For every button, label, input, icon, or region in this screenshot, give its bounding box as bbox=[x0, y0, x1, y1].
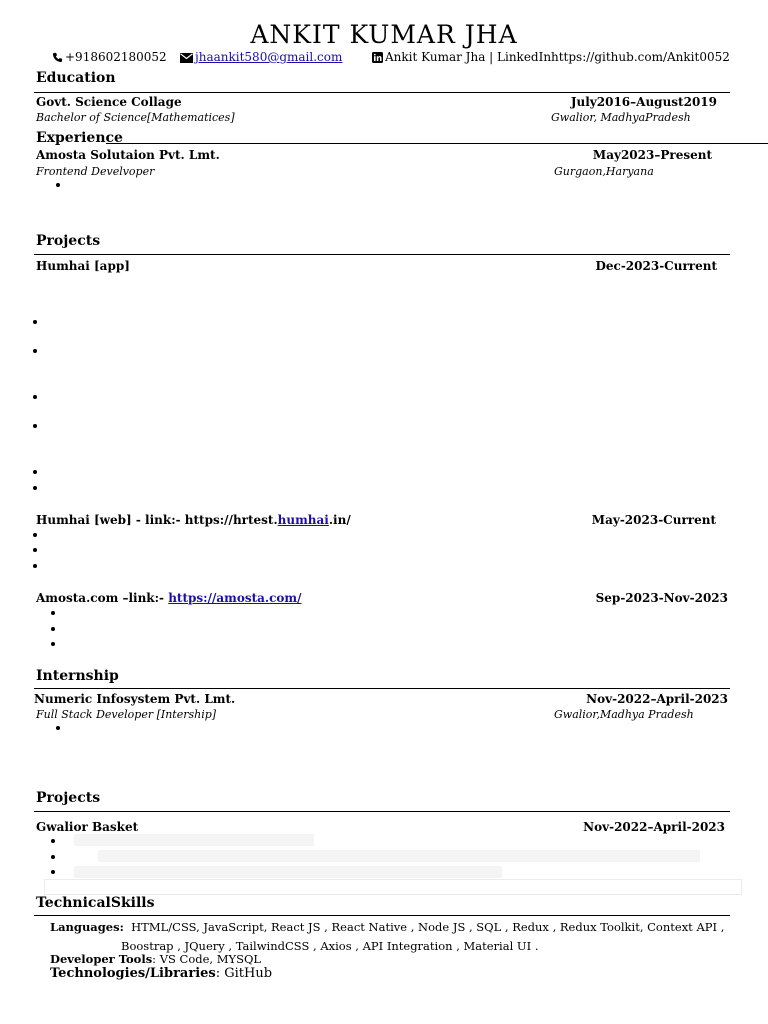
linkedin-icon bbox=[372, 52, 383, 66]
bullet-point bbox=[56, 183, 60, 187]
project-humhai-web-suffix: .in/ bbox=[328, 513, 351, 527]
project-humhai-web-dates: May-2023-Current bbox=[591, 513, 716, 527]
bullet-point bbox=[33, 424, 37, 428]
bullet-point bbox=[33, 486, 37, 490]
phone-contact bbox=[52, 50, 167, 66]
faint-text-box bbox=[44, 879, 742, 895]
project-humhai-app-title: Humhai [app] bbox=[36, 259, 130, 273]
project-amosta-prefix: Amosta.com –link:- bbox=[36, 591, 169, 605]
linkedin-link[interactable]: Ankit Kumar Jha | LinkedIn bbox=[385, 50, 552, 64]
projects-heading: Projects bbox=[36, 233, 101, 249]
bullet-point bbox=[33, 349, 37, 353]
skills-languages bbox=[50, 920, 724, 934]
internship-role: Full Stack Developer [Intership] bbox=[36, 708, 217, 721]
bullet-point bbox=[56, 726, 60, 730]
internship-location: Gwalior,Madhya Pradesh bbox=[554, 708, 694, 721]
education-dates: July2016–August2019 bbox=[570, 95, 717, 109]
languages-value: HTML/CSS, JavaScript, React JS , React Native , Node JS , SQL , Redux , Redux Toolkit, Context API , bbox=[131, 920, 725, 934]
projects-divider bbox=[34, 254, 730, 255]
skills-heading: TechnicalSkills bbox=[36, 895, 155, 911]
project-gwalior-basket-dates: Nov-2022–April-2023 bbox=[583, 820, 725, 834]
projects-heading-2: Projects bbox=[36, 790, 101, 806]
experience-heading: Experience bbox=[36, 130, 123, 146]
bullet-point bbox=[33, 564, 37, 568]
faint-text-block bbox=[98, 850, 700, 862]
bullet-point bbox=[51, 627, 55, 631]
bullet-point bbox=[33, 395, 37, 399]
amosta-link[interactable]: https://amosta.com/ bbox=[168, 591, 302, 605]
envelope-icon bbox=[180, 52, 193, 66]
bullet-point bbox=[51, 870, 55, 874]
technologies-value: : GitHub bbox=[215, 966, 273, 981]
faint-text-block bbox=[74, 834, 314, 846]
experience-divider bbox=[106, 143, 768, 144]
developer-tools-value: : VS Code, MYSQL bbox=[152, 952, 262, 966]
languages-label: Languages: bbox=[50, 920, 124, 934]
project-amosta-dates: Sep-2023-Nov-2023 bbox=[595, 591, 728, 605]
project-humhai-web-prefix: Humhai [web] - link:- https://hrtest. bbox=[36, 513, 278, 527]
linkedin-contact[interactable] bbox=[372, 50, 551, 66]
project-humhai-app-dates: Dec-2023-Current bbox=[595, 259, 717, 273]
email-contact[interactable] bbox=[180, 50, 342, 66]
phone-number: +918602180052 bbox=[65, 50, 167, 64]
resume-name: ANKIT KUMAR JHA bbox=[250, 20, 518, 49]
bullet-point bbox=[51, 839, 55, 843]
github-link[interactable]: https://github.com/Ankit0052 bbox=[551, 50, 730, 64]
email-link[interactable]: jhaankit580@gmail.com bbox=[195, 50, 343, 64]
languages-value-line-2: Boostrap , JQuery , TailwindCSS , Axios , API Integration , Material UI . bbox=[121, 939, 539, 953]
faint-text-block bbox=[74, 866, 502, 878]
bullet-point bbox=[51, 611, 55, 615]
bullet-point bbox=[51, 642, 55, 646]
project-gwalior-basket-title: Gwalior Basket bbox=[36, 820, 139, 834]
bullet-point bbox=[33, 320, 37, 324]
project-amosta-title bbox=[36, 591, 301, 605]
bullet-point bbox=[51, 855, 55, 859]
bullet-point bbox=[33, 548, 37, 552]
skills-divider bbox=[34, 915, 730, 916]
developer-tools-label: Developer Tools bbox=[50, 952, 153, 966]
project-humhai-web-title bbox=[36, 513, 351, 527]
projects-divider-2 bbox=[34, 811, 730, 812]
technologies-label: Technologies/Libraries bbox=[50, 966, 216, 981]
internship-divider bbox=[34, 688, 730, 689]
education-heading: Education bbox=[36, 70, 116, 86]
internship-heading: Internship bbox=[36, 668, 119, 684]
experience-location: Gurgaon,Haryana bbox=[554, 165, 654, 178]
skills-technologies bbox=[50, 966, 272, 981]
education-divider bbox=[34, 92, 730, 93]
phone-icon bbox=[52, 52, 63, 66]
education-institution: Govt. Science Collage bbox=[36, 95, 182, 109]
education-location: Gwalior, MadhyaPradesh bbox=[551, 111, 691, 124]
experience-dates: May2023–Present bbox=[592, 148, 712, 162]
humhai-link[interactable]: humhai bbox=[277, 513, 329, 527]
internship-dates: Nov-2022–April-2023 bbox=[586, 692, 728, 706]
education-degree: Bachelor of Science[Mathematices] bbox=[36, 111, 235, 124]
internship-company: Numeric Infosystem Pvt. Lmt. bbox=[34, 692, 236, 706]
skills-developer-tools bbox=[50, 952, 261, 966]
experience-company: Amosta Solutaion Pvt. Lmt. bbox=[36, 148, 220, 162]
experience-role: Frontend Develvoper bbox=[36, 165, 155, 178]
bullet-point bbox=[33, 470, 37, 474]
bullet-point bbox=[33, 533, 37, 537]
